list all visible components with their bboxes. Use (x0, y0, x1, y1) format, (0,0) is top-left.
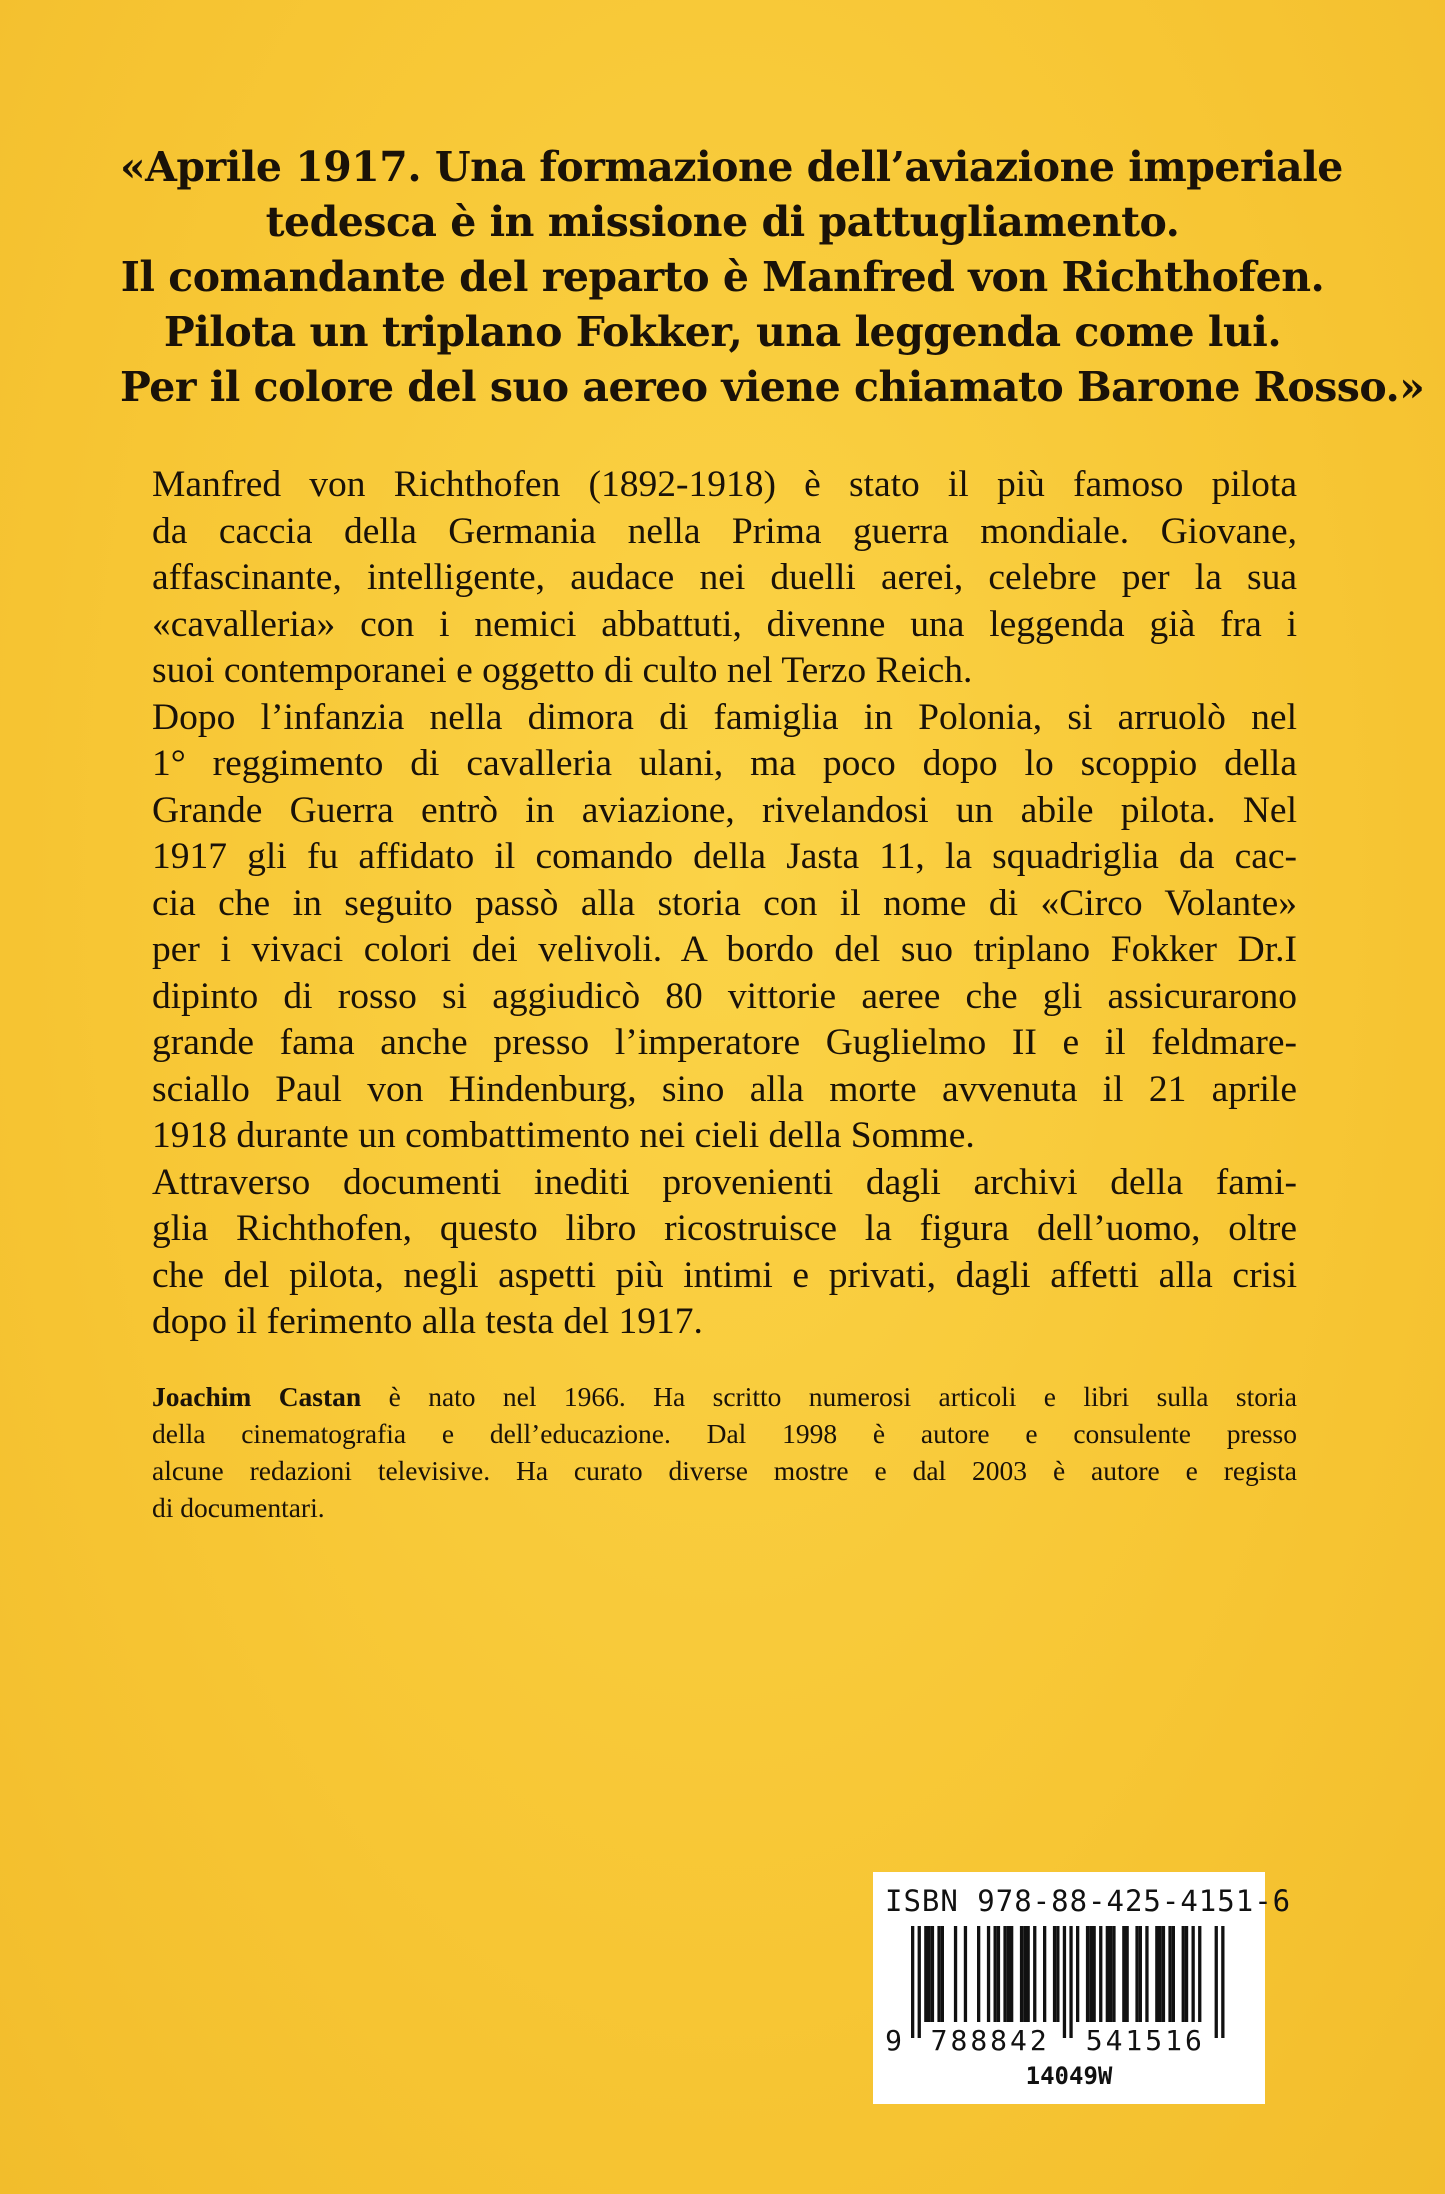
barcode-label (873, 1872, 1292, 2104)
barcode-digits-right: 541516 (1085, 2024, 1205, 2056)
quote-line: Il comandante del reparto è Manfred von Richthofen. (120, 253, 1325, 301)
barcode-bar (941, 1926, 944, 2022)
barcode-bar (1003, 1926, 1006, 2022)
author-bio-line: alcune redazioni televisive. Ha curato diverse mostre e dal 2003 è autore e regista (152, 1455, 1297, 1486)
barcode-bar (1172, 1926, 1175, 2022)
barcode-bar (1086, 1926, 1089, 2022)
barcode-bar (1162, 1926, 1165, 2022)
description-line: Dopo l’infanzia nella dimora di famiglia in Polonia, si arruolò nel (152, 696, 1297, 738)
author-name: Joachim Castan (152, 1381, 362, 1412)
barcode-bar (924, 1926, 927, 2022)
description-line: grande fama anche presso l’imperatore Guglielmo II e il feldmare- (152, 1022, 1297, 1063)
barcode-bar (1168, 1926, 1171, 2022)
barcode-bar (928, 1926, 931, 2022)
barcode-bar (1089, 1926, 1092, 2022)
author-bio-text: è nato nel 1966. Ha scritto numerosi articoli e libri sulla storia (361, 1381, 1297, 1412)
barcode-bar (931, 1926, 934, 2022)
barcode-bar (1109, 1926, 1112, 2022)
barcode-bar (1043, 1926, 1046, 2022)
barcode-icon (883, 1926, 1255, 2056)
barcode-bar (911, 1926, 914, 2038)
description-line: Attraverso documenti inediti provenienti dagli archivi della fami- (152, 1161, 1297, 1203)
barcode-bar (1076, 1926, 1079, 2022)
description-line: suoi contemporanei e oggetto di culto nel Terzo Reich. (152, 650, 973, 691)
barcode-bar (1007, 1926, 1010, 2022)
barcode-bar (994, 1926, 997, 2022)
barcode-bar (1145, 1926, 1148, 2022)
barcode-bar (987, 1926, 990, 2022)
barcode-bar (954, 1926, 957, 2022)
barcode-bar (1020, 1926, 1023, 2022)
barcode-bar (977, 1926, 980, 2022)
barcode-bar (1192, 1926, 1195, 2022)
quote-line: Per il colore del suo aereo viene chiamato Barone Rosso.» (120, 363, 1425, 411)
barcode-digits-left: 788842 (930, 2024, 1050, 2056)
quote-line: Pilota un triplano Fokker, una leggenda come lui. (163, 308, 1282, 356)
barcode-bar (1159, 1926, 1162, 2022)
barcode-bar (1135, 1926, 1138, 2022)
barcode-bar (1106, 1926, 1109, 2022)
barcode-bar (1069, 1926, 1072, 2038)
description-line: sciallo Paul von Hindenburg, sino alla morte avvenuta il 21 aprile (152, 1068, 1297, 1110)
barcode-bar (1112, 1926, 1115, 2022)
barcode-bar (1010, 1926, 1013, 2022)
description-line: Manfred von Richthofen (1892-1918) è stato il più famoso pilota (152, 464, 1297, 505)
description-line: 1918 durante un combattimento nei cieli della Somme. (152, 1115, 975, 1156)
barcode-bar (1053, 1926, 1056, 2022)
description-line: 1° reggimento di cavalleria ulani, ma poco dopo lo scoppio della (152, 743, 1297, 784)
isbn-number: ISBN 978-88-425-4151-6 (885, 1884, 1292, 1918)
barcode-bar (1198, 1926, 1201, 2022)
description-line: Grande Guerra entrò in aviazione, rivelandosi un abile pilota. Nel (152, 789, 1297, 831)
barcode-bar (1185, 1926, 1188, 2022)
description-line: 1917 gli fu affidato il comando della Jasta 11, la squadriglia da cac- (152, 836, 1297, 877)
barcode-bar (1182, 1926, 1185, 2022)
publisher-code: 14049W (1025, 2062, 1113, 2090)
barcode-bar (937, 1926, 940, 2022)
quote-line: tedesca è in missione di pattugliamento. (265, 198, 1180, 246)
barcode-bar (1221, 1926, 1224, 2038)
barcode-bar (1099, 1926, 1102, 2022)
description-line: per i vivaci colori dei velivoli. A bordo del suo triplano Fokker Dr.I (152, 929, 1297, 970)
barcode-bar (1063, 1926, 1066, 2038)
book-description (152, 462, 1297, 1346)
description-line: dopo il ferimento alla testa del 1917. (152, 1301, 703, 1342)
description-line: cia che in seguito passò alla storia con il nome di «Circo Volante» (152, 882, 1297, 924)
barcode-digit-lead: 9 (885, 2024, 905, 2056)
barcode-bar (1093, 1926, 1096, 2022)
barcode-bar (1139, 1926, 1142, 2022)
description-line: da caccia della Germania nella Prima guerra mondiale. Giovane, (152, 510, 1297, 552)
description-line: «cavalleria» con i nemici abbattuti, divenne una leggenda già fra i (152, 603, 1297, 645)
barcode-bar (1215, 1926, 1218, 2038)
barcode-bar (1033, 1926, 1036, 2022)
author-bio-line: di documentari. (152, 1492, 325, 1523)
barcode-bar (1155, 1926, 1158, 2022)
barcode-bar (918, 1926, 921, 2038)
description-line: glia Richthofen, questo libro ricostruisce la figura dell’uomo, oltre (152, 1208, 1297, 1249)
barcode-bar (1023, 1926, 1026, 2022)
author-bio-line (152, 1378, 1297, 1415)
cover-quote (120, 140, 1425, 415)
description-line: affascinante, intelligente, audace nei duelli aerei, celebre per la sua (152, 557, 1297, 598)
barcode-bar (964, 1926, 967, 2022)
barcode-bar (1122, 1926, 1125, 2022)
description-line: che del pilota, negli aspetti più intimi e privati, dagli affetti alla crisi (152, 1254, 1297, 1296)
description-line: dipinto di rosso si aggiudicò 80 vittorie aeree che gli assicurarono (152, 975, 1297, 1017)
barcode-bar (1126, 1926, 1129, 2022)
barcode-bar (997, 1926, 1000, 2022)
barcode-bar (1027, 1926, 1030, 2022)
author-bio (152, 1378, 1297, 1526)
quote-line: «Aprile 1917. Una formazione dell’aviazione imperiale (120, 143, 1343, 191)
barcode-bar (1056, 1926, 1059, 2022)
author-bio-line: della cinematografia e dell’educazione. Dal 1998 è autore e consulente presso (152, 1418, 1297, 1449)
